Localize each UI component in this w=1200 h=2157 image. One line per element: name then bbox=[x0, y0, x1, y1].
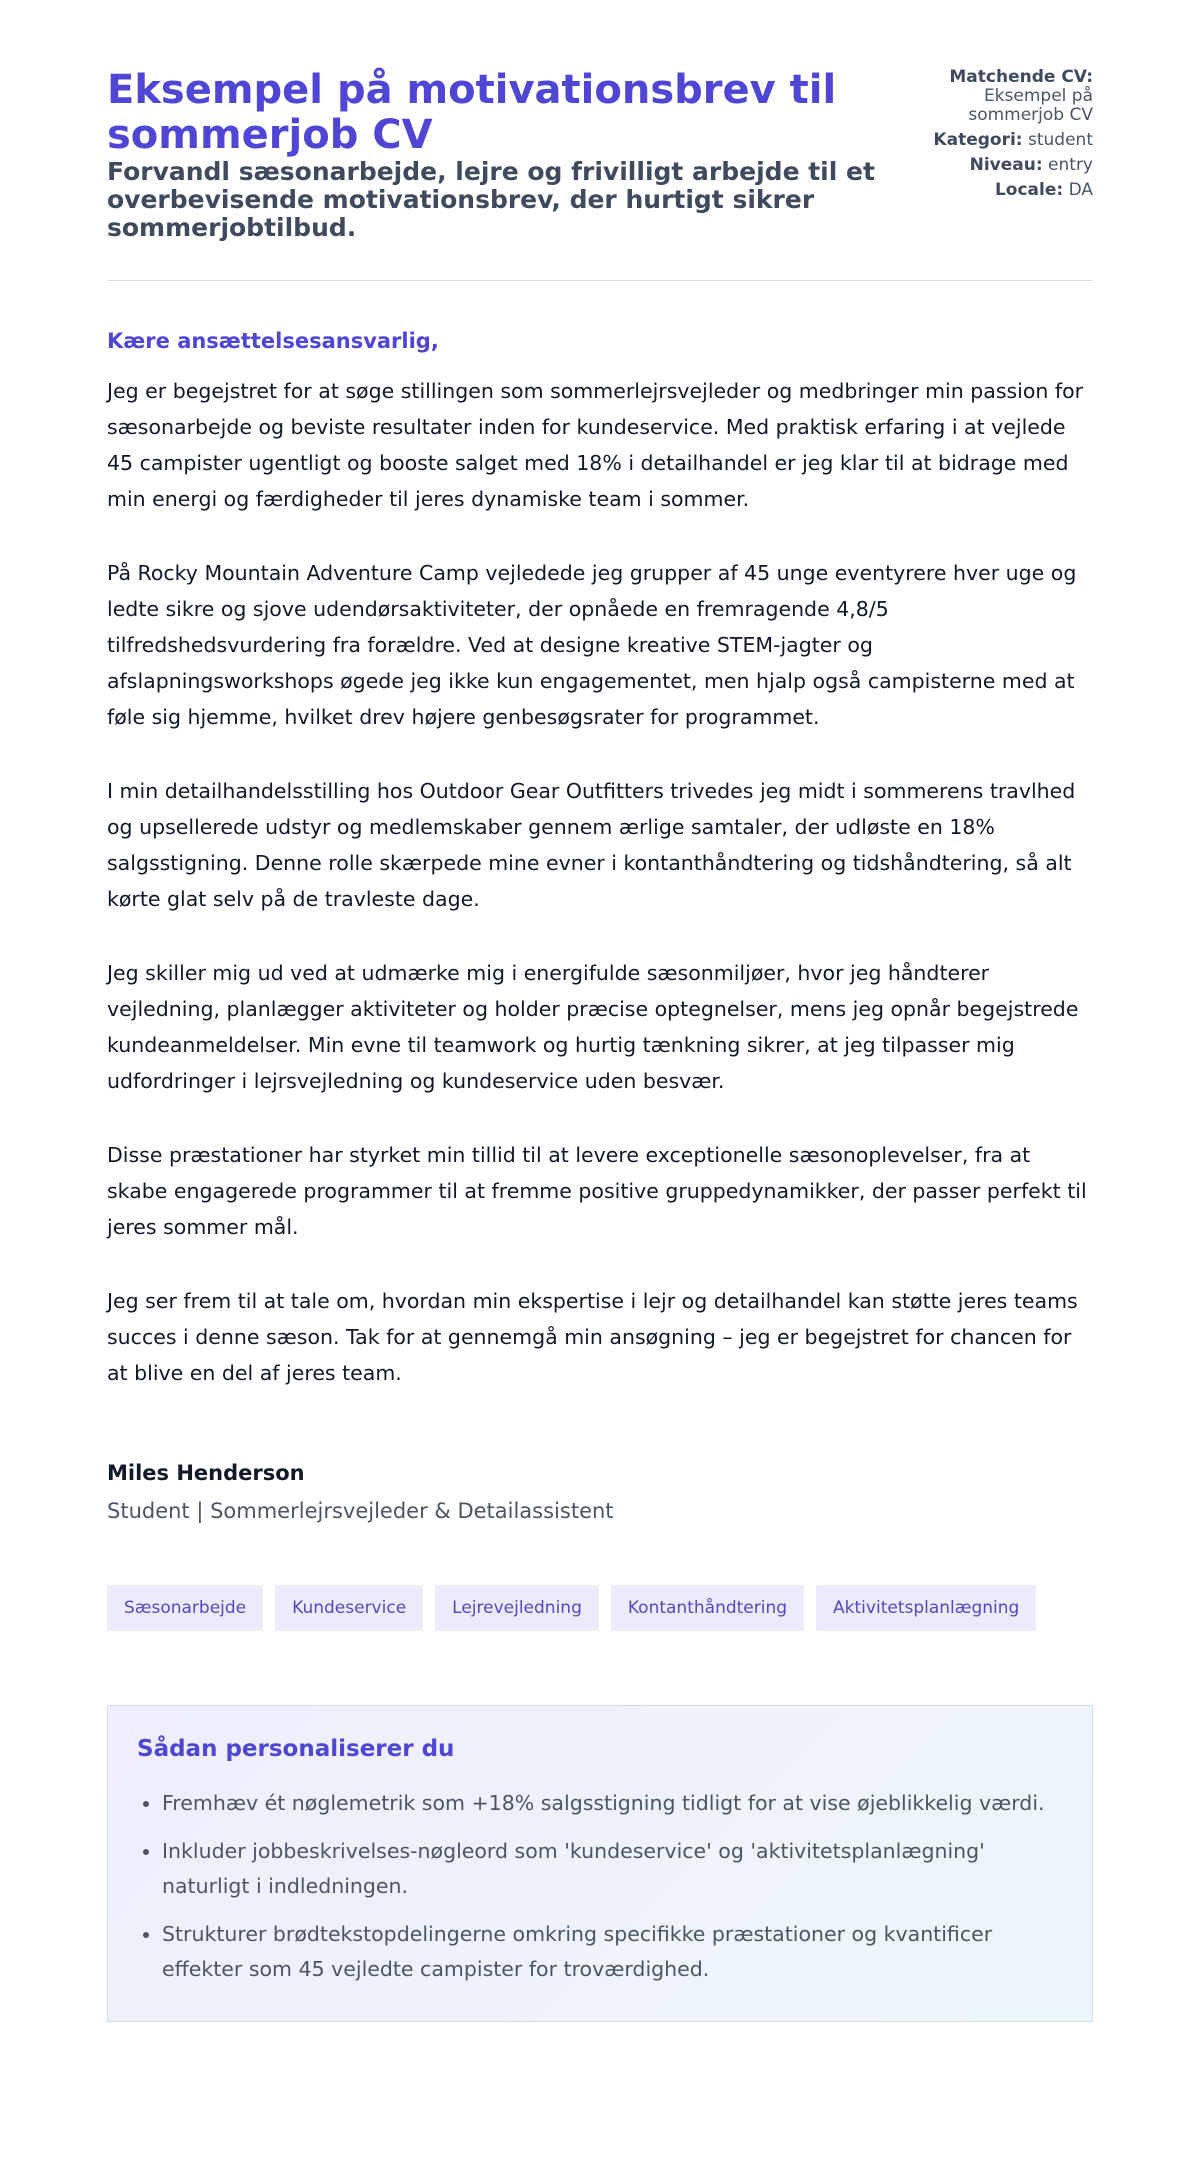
personalization-tips-box bbox=[107, 1705, 1093, 2022]
skill-tag: Sæsonarbejde bbox=[107, 1585, 263, 1631]
meta-category-label: Kategori: bbox=[933, 130, 1023, 150]
meta-locale bbox=[918, 181, 1093, 200]
meta-cv-label: Matchende CV: bbox=[949, 67, 1093, 87]
meta-level-value: entry bbox=[1048, 155, 1093, 175]
meta-cv-value: Eksempel på sommerjob CV bbox=[968, 86, 1093, 125]
meta-locale-label: Locale: bbox=[994, 180, 1064, 200]
page-header bbox=[107, 68, 1093, 242]
tip-item: • Strukturer brødtekstopdelingerne omkring specifikke præstationer og kvantificer effekter som 45 vejledte campister for troværdighed. bbox=[162, 1917, 1062, 1987]
letter-paragraph: På Rocky Mountain Adventure Camp vejledede jeg grupper af 45 unge eventyrere hver uge og ledte sikre og sjove udendørsaktiviteter, der opnåede en fremragende 4,8/5 tilfredshedsvurdering fra forældre. Ved at designe kreative STEM-jagter og afslapningsworkshops øgede jeg ikke kun engagementet, men hjalp også campisterne med at føle sig hjemme, hvilket drev højere genbesøgsrater for programmet. bbox=[107, 561, 1077, 729]
skill-tag: Kontanthåndtering bbox=[611, 1585, 804, 1631]
skill-tag: Kundeservice bbox=[275, 1585, 423, 1631]
signature-name: Miles Henderson bbox=[107, 1461, 305, 1485]
letter-paragraph: Jeg ser frem til at tale om, hvordan min ekspertise i lejr og detailhandel kan støtte jeres teams succes i denne sæson. Tak for at gennemgå min ansøgning – jeg er begejstret for chancen for at blive en del af jeres team. bbox=[107, 1289, 1078, 1385]
letter-paragraph: I min detailhandelsstilling hos Outdoor Gear Outfitters trivedes jeg midt i sommerens travlhed og upsellerede udstyr og medlemskaber gennem ærlige samtaler, der udløste en 18% salgsstigning. Denne rolle skærpede mine evner i kontanthåndtering og tidshåndtering, så alt kørte glat selv på de travleste dage. bbox=[107, 779, 1076, 911]
header-divider bbox=[107, 280, 1093, 281]
meta-category-value: student bbox=[1028, 130, 1093, 150]
tip-item: • Inkluder jobbeskrivelses-nøgleord som 'kundeservice' og 'aktivitetsplanlægning' naturligt i indledningen. bbox=[162, 1834, 1062, 1904]
page bbox=[107, 0, 1093, 2022]
skill-tag: Lejrevejledning bbox=[435, 1585, 599, 1631]
tips-title: Sådan personaliserer du bbox=[137, 1736, 455, 1762]
meta-matching-cv bbox=[918, 68, 1093, 125]
tip-item: • Fremhæv ét nøglemetrik som +18% salgsstigning tidligt for at vise øjeblikkelig værdi. bbox=[162, 1786, 1062, 1821]
meta-locale-value: DA bbox=[1068, 180, 1093, 200]
header-text bbox=[107, 68, 917, 242]
letter-body bbox=[107, 373, 1093, 1391]
page-title: Eksempel på motivationsbrev til sommerjob CV bbox=[107, 67, 837, 158]
letter-paragraph: Jeg skiller mig ud ved at udmærke mig i energifulde sæsonmiljøer, hvor jeg håndterer vejledning, planlægger aktiviteter og holder præcise optegnelser, mens jeg opnår begejstrede kundeanmeldelser. Min evne til teamwork og hurtig tænkning sikrer, at jeg tilpasser mig udfordringer i lejrsvejledning og kundeservice uden besvær. bbox=[107, 961, 1079, 1093]
meta-level-label: Niveau: bbox=[969, 155, 1043, 175]
meta-panel bbox=[918, 68, 1093, 206]
tips-list bbox=[137, 1786, 1062, 1987]
letter-greeting: Kære ansættelsesansvarlig, bbox=[107, 329, 439, 353]
skill-tag: Aktivitetsplanlægning bbox=[816, 1585, 1036, 1631]
skill-tags bbox=[107, 1585, 1093, 1631]
letter-paragraph: Jeg er begejstret for at søge stillingen som sommerlejrsvejleder og medbringer min passion for sæsonarbejde og beviste resultater inden for kundeservice. Med praktisk erfaring i at vejlede 45 campister ugentligt og booste salget med 18% i detailhandel er jeg klar til at bidrage med min energi og færdigheder til jeres dynamiske team i sommer. bbox=[107, 379, 1084, 511]
meta-level bbox=[918, 156, 1093, 175]
letter-paragraph: Disse præstationer har styrket min tillid til at levere exceptionelle sæsonoplevelser, fra at skabe engagerede programmer til at fremme positive gruppedynamikker, der passer perfekt til jeres sommer mål. bbox=[107, 1143, 1087, 1239]
meta-category bbox=[918, 131, 1093, 150]
signature-role: Student | Sommerlejrsvejleder & Detailassistent bbox=[107, 1499, 614, 1523]
page-subtitle: Forvandl sæsonarbejde, lejre og frivilligt arbejde til et overbevisende motivationsbrev, der hurtigt sikrer sommerjobtilbud. bbox=[107, 157, 875, 242]
